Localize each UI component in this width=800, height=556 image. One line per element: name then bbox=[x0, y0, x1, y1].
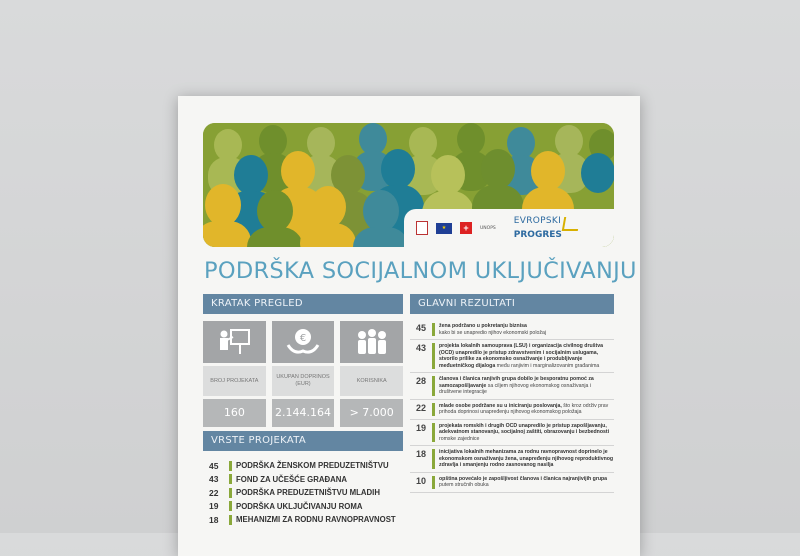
result-detail: romske zajednice bbox=[439, 435, 480, 442]
result-row bbox=[410, 420, 614, 447]
result-detail: putem stručnih obuka bbox=[439, 482, 489, 488]
stat-value: 160 bbox=[203, 399, 266, 427]
stat-label: KORISNIKA bbox=[340, 366, 403, 396]
item-marker bbox=[432, 476, 435, 489]
result-detail: među ranjivim i marginalizovanim građanima bbox=[496, 362, 600, 369]
result-row bbox=[410, 400, 614, 420]
stat-label: BROJ PROJEKATA bbox=[203, 366, 266, 396]
overview-heading: KRATAK PREGLED bbox=[203, 294, 403, 314]
euro-hands-icon bbox=[272, 321, 335, 363]
presentation-icon bbox=[203, 321, 266, 363]
item-marker bbox=[432, 343, 435, 369]
result-bold: opština povećalo je zapošljivost članova i članica najranjivijih grupa bbox=[439, 475, 608, 482]
item-label: PODRŠKA PREDUZETNIŠTVU MLADIH bbox=[236, 488, 380, 498]
result-detail: sa ciljem njihovog ekonomskog osnaživanja i društvene integracije bbox=[439, 382, 591, 395]
result-number: 19 bbox=[416, 422, 427, 433]
result-row bbox=[410, 340, 614, 373]
evropski-progres-logo bbox=[514, 217, 579, 240]
results-heading: GLAVNI REZULTATI bbox=[410, 294, 614, 314]
people-icon bbox=[340, 321, 403, 363]
result-bold: žena podržano u pokretanju biznisa bbox=[439, 323, 527, 329]
result-bold: projekta lokalnih samouprava (LSU) i organizacija civilnog društva (OCD) unapredilo je pristup zdravstvenim i socijalnim uslugama, stvorilo prilike za ekonomsko osnaživanje i produbljivanje međuetničkog dijaloga bbox=[439, 343, 604, 369]
item-marker bbox=[229, 501, 232, 511]
brand-mark-icon bbox=[562, 217, 580, 231]
result-number: 18 bbox=[416, 449, 427, 459]
hero-banner bbox=[203, 123, 614, 247]
result-detail: kako bi se unapredio njihov ekonomski položaj bbox=[439, 329, 546, 336]
item-marker bbox=[229, 461, 232, 471]
result-number: 22 bbox=[416, 402, 427, 413]
item-marker bbox=[229, 474, 232, 484]
list-item bbox=[203, 500, 403, 514]
item-number: 19 bbox=[209, 501, 219, 512]
result-bold: projekata romskih i drugih OCD unapredilo je pristup zapošljavanju, adekvatnom stanovanju, socijalnoj zaštiti, obrazovanju i bezbednosti bbox=[439, 422, 610, 435]
result-detail: što kroz održiv prav prihoda doprinosi unapređenju njihovog ekonomskog položaja bbox=[439, 402, 609, 415]
result-number: 28 bbox=[416, 376, 427, 386]
item-number: 18 bbox=[209, 514, 219, 525]
project-types-list bbox=[203, 459, 403, 527]
result-row bbox=[410, 446, 614, 473]
stat-value: 2.144.164 bbox=[272, 399, 335, 427]
serbia-coat-icon bbox=[416, 221, 428, 235]
brand-line1: EVROPSKI bbox=[513, 215, 562, 226]
unops-logo: UNOPS bbox=[480, 225, 496, 231]
result-number: 45 bbox=[416, 323, 427, 333]
item-marker bbox=[432, 423, 435, 443]
stat-label: UKUPAN DOPRINOS (EUR) bbox=[272, 366, 335, 396]
item-label: MEHANIZMI ZA RODNU RAVNOPRAVNOST bbox=[236, 515, 396, 525]
item-label: PODRŠKA ŽENSKOM PREDUZETNIŠTVU bbox=[236, 461, 389, 471]
result-bold: članova i članica ranjivih grupa dobilo je besporatnu pomoć za samozapošljavanje bbox=[439, 376, 594, 389]
item-label: PODRŠKA UKLJUČIVANJU ROMA bbox=[236, 501, 363, 511]
item-marker bbox=[432, 323, 435, 336]
page-title: PODRŠKA SOCIJALNOM UKLJUČIVANJU bbox=[204, 258, 637, 284]
brand-line2: PROGRES bbox=[513, 229, 562, 240]
item-number: 22 bbox=[209, 487, 219, 498]
overview-stat-values bbox=[203, 399, 403, 427]
result-row bbox=[410, 473, 614, 493]
poster-page bbox=[178, 96, 640, 556]
overview-stat-labels bbox=[203, 366, 403, 396]
list-item bbox=[203, 486, 403, 500]
item-marker bbox=[432, 376, 435, 396]
result-number: 10 bbox=[416, 475, 427, 486]
result-bold: inicijativa lokalnih mehanizama za rodnu ravnopravnost doprinelo je ekonomskom osnaživanju žena, unapređenju njihovog reproduktivnog zdravlja i smanjenju rodno zasnovanog nasilja bbox=[439, 449, 614, 468]
overview-icons bbox=[203, 321, 403, 363]
project-types-heading: VRSTE PROJEKATA bbox=[203, 431, 403, 451]
stat-value: > 7.000 bbox=[340, 399, 403, 427]
item-marker bbox=[432, 449, 435, 469]
result-bold: mlade osobe podržane su u iniciranju poslovanja, bbox=[439, 402, 562, 409]
results-list bbox=[410, 320, 614, 493]
item-number: 45 bbox=[209, 460, 219, 471]
item-marker bbox=[229, 488, 232, 498]
partner-logos bbox=[404, 209, 614, 247]
svg-text:€: € bbox=[299, 333, 307, 344]
item-number: 43 bbox=[209, 474, 219, 485]
result-number: 43 bbox=[416, 343, 427, 353]
list-item bbox=[203, 513, 403, 527]
eu-flag-icon: ★ bbox=[436, 223, 452, 234]
list-item bbox=[203, 459, 403, 473]
item-marker bbox=[229, 515, 232, 525]
list-item bbox=[203, 473, 403, 487]
swiss-flag-icon: + bbox=[460, 222, 472, 234]
item-marker bbox=[432, 403, 435, 416]
item-label: FOND ZA UČEŠĆE GRAĐANA bbox=[236, 474, 348, 484]
result-row bbox=[410, 373, 614, 400]
result-row bbox=[410, 320, 614, 340]
